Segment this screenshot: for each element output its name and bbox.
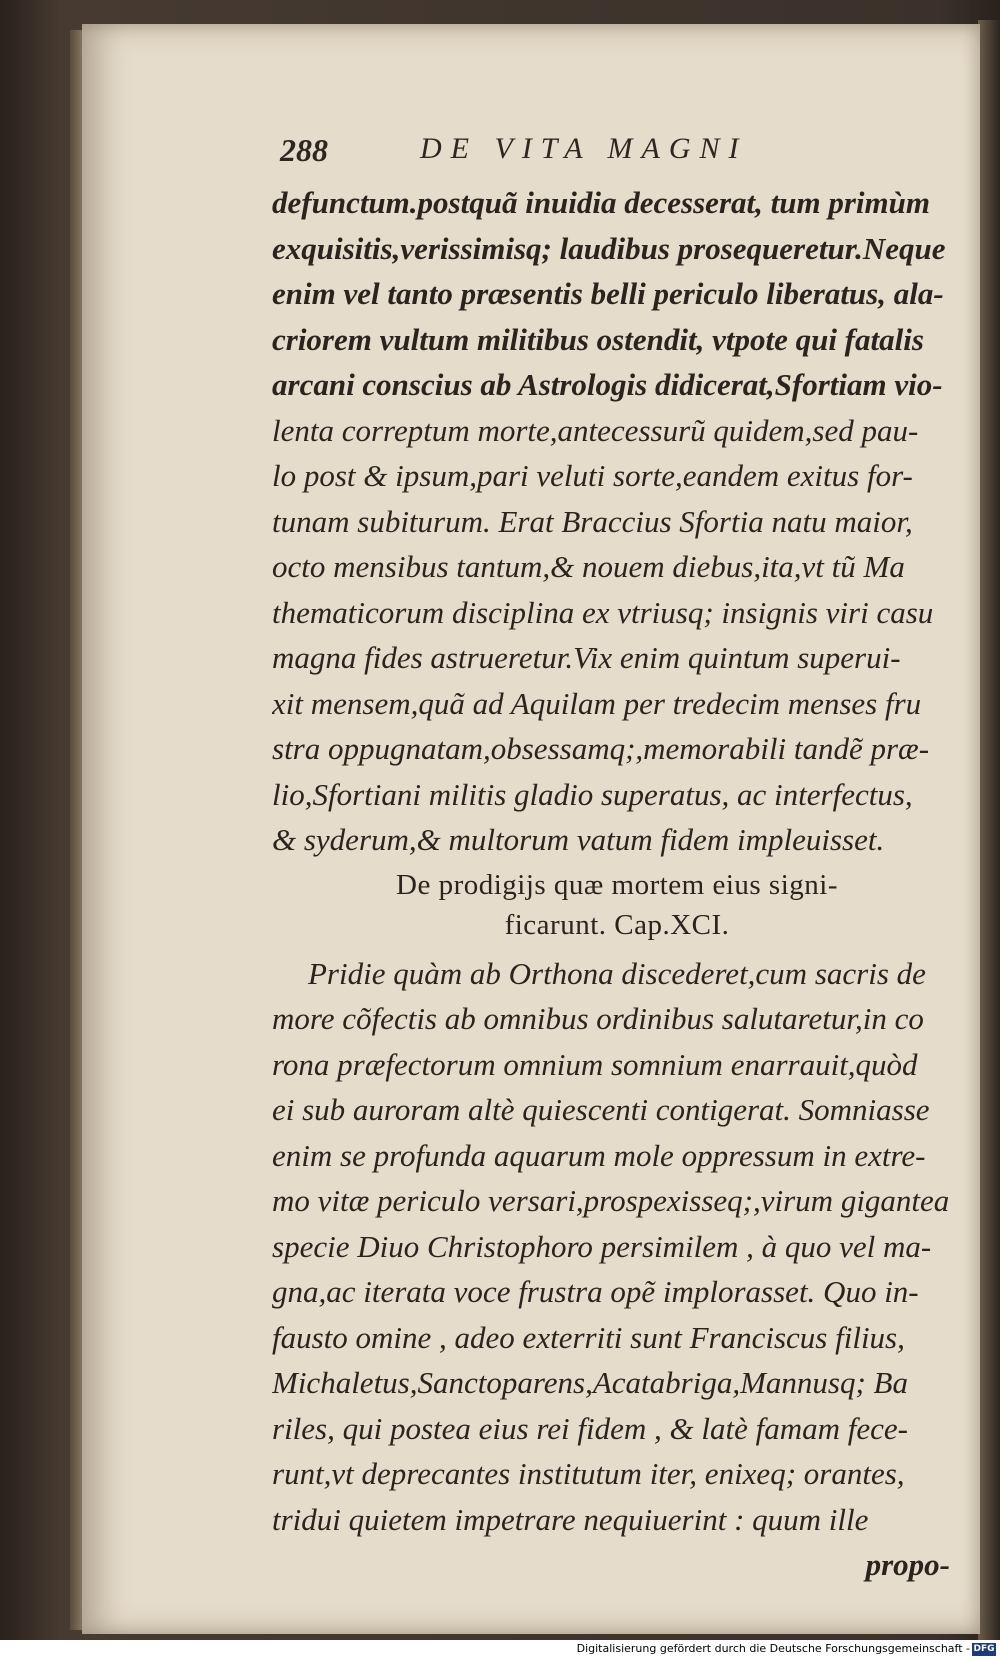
page-header [280,132,840,176]
body-line: exquisitis,verissimisq; laudibus prosequeretur.Neque [272,230,946,266]
chapter-line: mo vitæ periculo versari,prospexisseq;,virum gigantea [272,1183,950,1218]
chapter-line: tridui quietem impetrare nequiuerint : quum ille [272,1501,869,1537]
body-line: tunam subiturum. Erat Braccius Sfortia natu maior, [272,503,913,539]
body-line: criorem vultum militibus ostendit, vtpote qui fatalis [272,321,924,357]
body-line: xit mensem,quã ad Aquilam per tredecim menses fru [272,685,922,721]
body-line: & syderum,& multorum vatum fidem impleuisset. [272,822,885,857]
chapter-line: gna,ac iterata voce frustra opẽ implorasset. Quo in- [272,1274,919,1309]
chapter-line: specie Diuo Christophoro persimilem , à quo vel ma- [272,1228,932,1264]
body-line: arcani conscius ab Astrologis didicerat,Sfortiam vio- [272,367,943,402]
body-line: lo post & ipsum,pari veluti sorte,eandem exitus for- [272,458,913,493]
page-edge-right [978,20,1000,1640]
body-line: defunctum.postquã inuidia decesserat, tum primùm [272,185,930,220]
running-title: DE VITA MAGNI [420,132,748,165]
body-line: stra oppugnatam,obsessamq;,memorabili tandẽ præ- [272,731,930,766]
text-block [272,180,962,1587]
chapter-line: runt,vt deprecantes institutum iter, enixeq; orantes, [272,1456,905,1491]
page-number: 288 [280,132,328,168]
chapter-line: rona præfectorum omnium somnium enarrauit,quòd [272,1046,918,1082]
body-line: enim vel tanto præsentis belli periculo liberatus, ala- [272,276,944,311]
chapter-line: Pridie quàm ab Orthona discederet,cum sacris de [308,955,926,991]
chapter-heading-line: De prodigijs quæ mortem eius signi- [396,868,838,901]
chapter-line: ei sub auroram altè quiescenti contigerat. Somniasse [272,1092,930,1127]
body-line: octo mensibus tantum,& nouem diebus,ita,vt tũ Ma [272,549,905,584]
body-line: magna fides astrueretur.Vix enim quintum superui- [272,640,901,675]
chapter-line: enim se profunda aquarum mole oppressum in extre- [272,1137,926,1173]
chapter-line: fausto omine , adeo exterriti sunt Franciscus filius, [272,1319,905,1355]
body-line: lenta correptum morte,antecessurũ quidem,sed pau- [272,412,919,448]
chapter-line: Michaletus,Sanctoparens,Acatabriga,Mannusq; Ba [272,1365,908,1400]
chapter-line: more cõfectis ab omnibus ordinibus salutaretur,in co [272,1001,924,1036]
chapter-line: riles, qui postea eius rei fidem , & latè famam fece- [272,1410,908,1446]
catchword: propo- [865,1547,950,1582]
dfg-logo: DFG [973,1644,995,1654]
body-line: lio,Sfortiani militis gladio superatus, ac interfectus, [272,776,913,812]
body-line: thematicorum disciplina ex vtriusq; insignis viri casu [272,594,934,630]
chapter-heading-line: ficarunt. Cap.XCI. [504,908,730,941]
digitization-credit: Digitalisierung gefördert durch die Deutsche Forschungsgemeinschaft - [576,1642,970,1655]
